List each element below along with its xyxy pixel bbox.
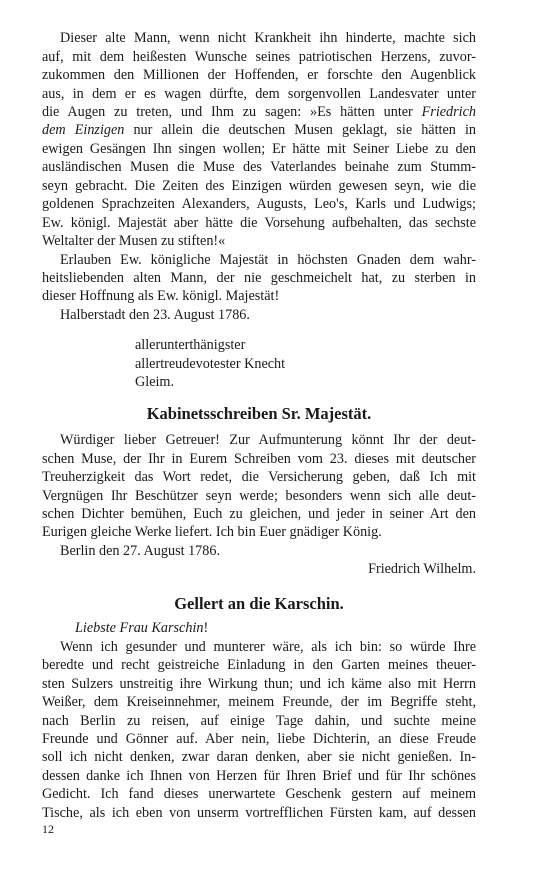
text-line: Wenn ich gesunder und munterer wäre, als ich bin: so würde Ihre — [60, 638, 476, 655]
letter-date: Halberstadt den 23. August 1786. — [60, 306, 250, 323]
text-line: goldenen Sprachzeiten Alexanders, Augusts, Leo's, Karls und Ludwigs; — [42, 196, 476, 213]
text-line — [42, 102, 476, 122]
text-run: die Augen zu treten, und Ihm zu sagen: »Es hätten unter — [42, 104, 422, 121]
signature-name: Gleim. — [135, 374, 175, 391]
salutation — [75, 618, 476, 638]
section-heading: Gellert an die Karschin. — [174, 593, 344, 613]
text-line: ewigen Gesängen Ihn singen wollen; Er hätte mit Seiner Liebe zu den — [42, 140, 476, 157]
italic-name: Friedrich — [421, 104, 476, 121]
text-line: beredte und recht geistreiche Einladung in den Garten meines theuer- — [42, 657, 476, 674]
text-line: Eurigen gleiche Werke liefert. Ich bin Euer gnädiger König. — [42, 524, 382, 541]
text-line: soll ich nicht denken, zwar daran denken, aber sie nicht genießen. In- — [42, 749, 476, 766]
text-line: Würdiger lieber Getreuer! Zur Aufmunterung könnt Ihr der deut- — [60, 432, 476, 449]
text-line: schen Muse, der Ihr in Eurem Schreiben vom 23. dieses mit deutscher — [42, 450, 476, 467]
text-line: sten Sulzers unstreitig ihre Wirkung thun; und ich käme also mit Herrn — [42, 675, 476, 692]
text-line: Gedicht. Ich fand dieses unerwartete Geschenk gestern auf meinem — [42, 786, 476, 803]
italic-name: dem Einzigen — [42, 122, 125, 139]
closing-line: allerunterthänigster — [135, 337, 246, 354]
text-line: seyn gebracht. Die Zeiten des Einzigen würden gewesen seyn, wie die — [42, 177, 476, 194]
salutation-name: Liebste Frau Karschin — [75, 620, 204, 637]
text-line: nach Berlin zu reisen, auf einige Tage dahin, und suchte meine — [42, 712, 476, 729]
text-line: Tische, als ich eben von unserm vortrefflichen Fürsten kam, auf dessen — [42, 804, 476, 821]
text-line: heitsliebenden alten Mann, der nie geschmeichelt hat, zu sterben in — [42, 270, 476, 286]
text-line: Weißer, dem Kreiseinnehmer, meinem Freunde, der im Begriffe steht, — [42, 694, 476, 711]
text-line: Weltalter der Musen zu stiften!« — [42, 233, 226, 250]
text-line: Freunde und Gönner auf. Aber nein, liebe Dichterin, an diese Freude — [42, 731, 476, 747]
text-line: dieser Hoffnung als Ew. königl. Majestät! — [42, 288, 280, 305]
text-line: dessen danke ich Ihnen von Herzen für Ihren Brief und für Ihr schönes — [42, 767, 476, 784]
text-line: aus, in dem er es wagen dürfte, dem sorgenvollen Landesvater unter — [42, 85, 476, 102]
text-line — [42, 120, 476, 140]
closing-line: allertreudevotester Knecht — [135, 355, 286, 372]
text-line: ausländischen Musen die Muse des Vaterlandes beinahe zum Stumm- — [42, 159, 476, 176]
page-number: 12 — [42, 822, 54, 836]
text-line: Dieser alte Mann, wenn nicht Krankheit ihn hinderte, machte sich — [60, 30, 476, 47]
text-run: nur allein die deutschen Musen geklagt, sie hätten in — [124, 122, 476, 139]
letter-date: Berlin den 27. August 1786. — [60, 542, 220, 559]
signature-name: Friedrich Wilhelm. — [368, 561, 476, 578]
text-line: zukommen den Millionen der Hoffenden, er forschte den Augenblick — [42, 67, 476, 84]
salutation-mark: ! — [203, 620, 209, 637]
text-line: schen Dichter bemühen, Euch zu gleichen, und jeder in seiner Art den — [42, 506, 476, 523]
text-line: Ew. königl. Majestät aber hätte die Vorsehung aufbehalten, das sechste — [42, 214, 476, 231]
text-line: Treuherzigkeit das Wort redet, die Versicherung geben, daß Ich mit — [42, 469, 476, 486]
text-line: auf, mit dem heißesten Wunsche seines patriotischen Herzens, zuvor- — [42, 48, 476, 65]
text-line: Erlauben Ew. königliche Majestät in höchsten Gnaden dem wahr- — [60, 251, 476, 268]
section-heading: Kabinetsschreiben Sr. Majestät. — [146, 403, 372, 423]
text-line: Vergnügen Ihr Beschützer seyn werde; besonders wenn sich alle deut- — [42, 487, 476, 504]
